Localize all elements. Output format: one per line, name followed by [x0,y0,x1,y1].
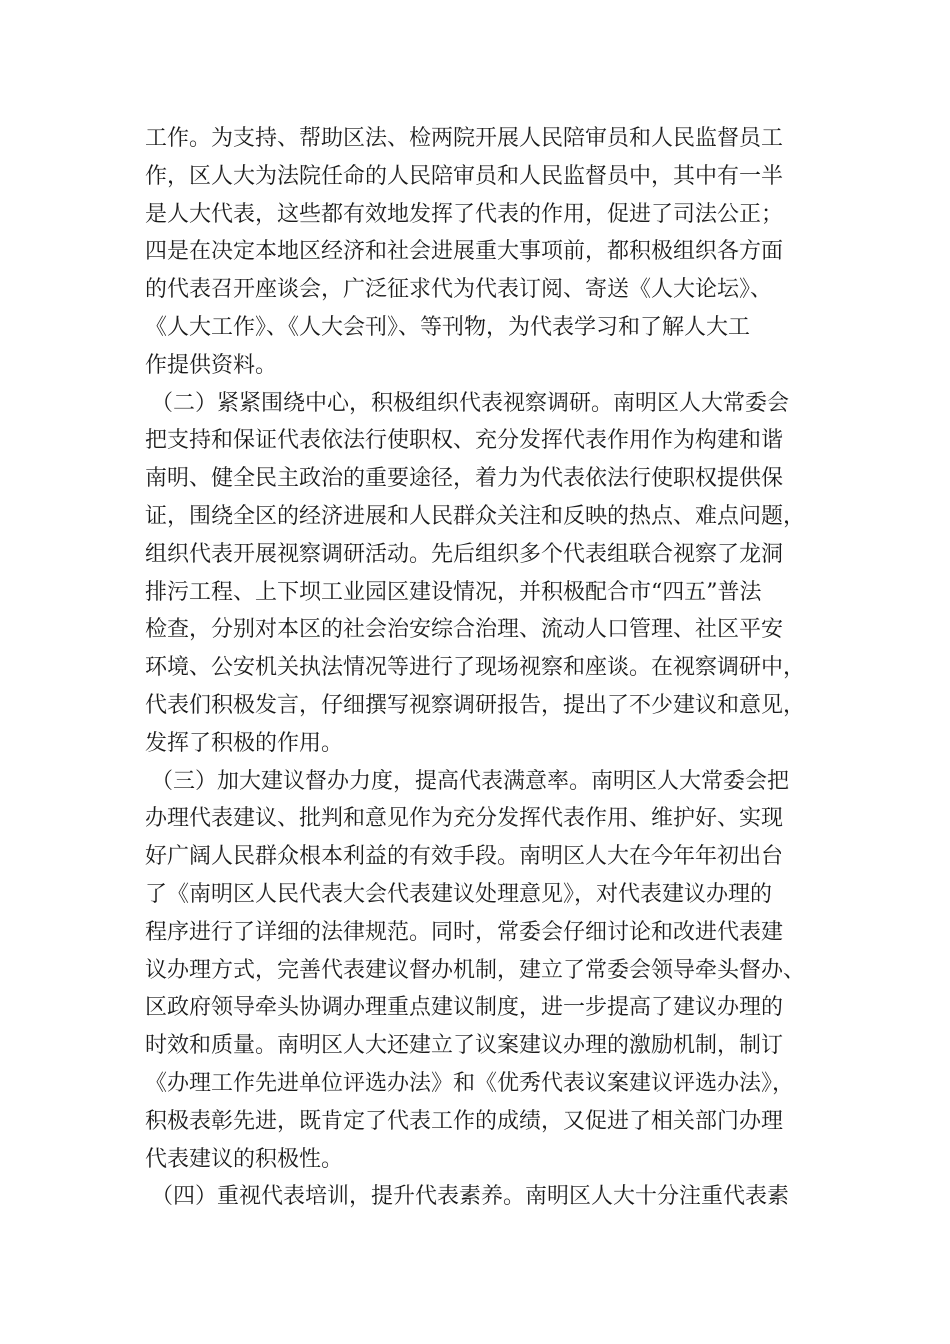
text-line: 《人大工作》、《人大会刊》、等刊物，为代表学习和了解人大工 [145,314,751,340]
text-line: 程序进行了详细的法律规范。同时，常委会仔细讨论和改进代表建 [145,919,784,945]
text-line: 发挥了积极的作用。 [145,730,344,756]
section-heading-line: （四）重视代表培训，提升代表素养。南明区人大十分注重代表素 [151,1184,790,1210]
section-heading-line: （三）加大建议督办力度，提高代表满意率。南明区人大常委会把 [151,768,790,794]
text-line: 好广阔人民群众根本利益的有效手段。南明区人大在今年年初出台 [145,844,784,870]
text-line: 环境、公安机关执法情况等进行了现场视察和座谈。在视察调研中， [145,655,806,681]
text-line: 把支持和保证代表依法行使职权、充分发挥代表作用作为构建和谐 [145,428,784,454]
text-line: 议办理方式，完善代表建议督办机制，建立了常委会领导牵头督办、 [145,957,806,983]
text-line: 南明、健全民主政治的重要途径，着力为代表依法行使职权提供保 [145,466,784,492]
text-line: 检查，分别对本区的社会治安综合治理、流动人口管理、社区平安 [145,617,784,643]
text-line: 四是在决定本地区经济和社会进展重大事项前，都积极组织各方面 [145,239,784,265]
body-text [145,120,835,1216]
text-line: 的代表召开座谈会，广泛征求代为代表订阅、寄送《人大论坛》、 [145,277,773,303]
text-line: 组织代表开展视察调研活动。先后组织多个代表组联合视察了龙洞 [145,541,784,567]
text-line: 了《南明区人民代表大会代表建议处理意见》，对代表建议办理的 [145,881,773,907]
text-line: 代表们积极发言，仔细撰写视察调研报告，提出了不少建议和意见， [145,692,806,718]
text-line: 作，区人大为法院任命的人民陪审员和人民监督员中，其中有一半 [145,163,784,189]
text-line: 工作。为支持、帮助区法、检两院开展人民陪审员和人民监督员工 [145,126,784,151]
text-line: 积极表彰先进，既肯定了代表工作的成绩，又促进了相关部门办理 [145,1108,784,1134]
section-heading-line: （二）紧紧围绕中心，积极组织代表视察调研。南明区人大常委会 [151,390,790,416]
text-line: 证，围绕全区的经济进展和人民群众关注和反映的热点、难点问题， [145,503,806,529]
text-line: 排污工程、上下坝工业园区建设情况，并积极配合市“四五”普法 [145,579,762,605]
text-line: 区政府领导牵头协调办理重点建议制度，进一步提高了建议办理的 [145,995,784,1021]
text-line: 作提供资料。 [145,352,278,378]
text-line: 是人大代表，这些都有效地发挥了代表的作用，促进了司法公正； [145,201,784,227]
text-line: 《办理工作先进单位评选办法》和《优秀代表议案建议评选办法》， [145,1070,795,1096]
text-line: 代表建议的积极性。 [145,1146,344,1172]
text-line: 时效和质量。南明区人大还建立了议案建议办理的激励机制，制订 [145,1033,784,1059]
text-line: 办理代表建议、批判和意见作为充分发挥代表作用、维护好、实现 [145,806,784,832]
